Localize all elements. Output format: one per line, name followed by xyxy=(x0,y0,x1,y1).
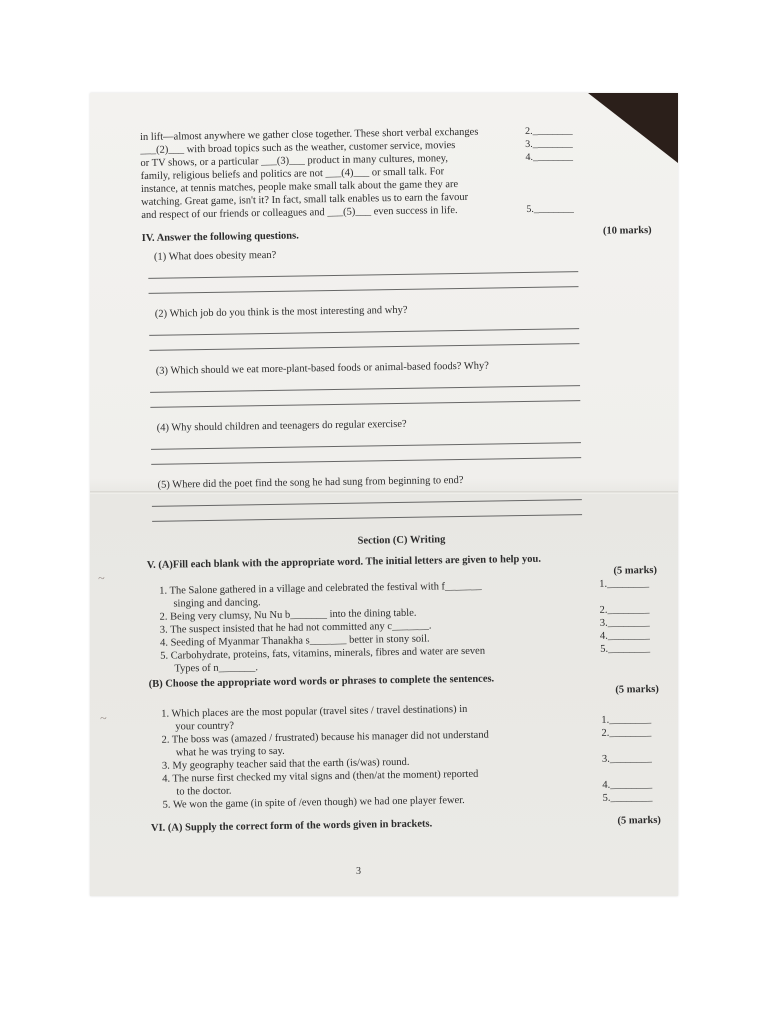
section-title: Section (C) Writing xyxy=(357,534,446,547)
list-item: 1. Which places are the most popular (travel sites / travel destinations) in xyxy=(161,703,468,720)
sectionVI-heading: VI. (A) Supply the correct form of the words given in brackets. xyxy=(150,818,433,834)
partA-heading: V. (A)Fill each blank with the appropriate word. The initial letters are given to help you. xyxy=(146,553,542,571)
sectionVI-marks: (5 marks) xyxy=(617,814,661,827)
list-item: 2. The boss was (amazed / frustrated) because his manager did not understand 2.________ xyxy=(161,727,652,746)
passage-line: watching. Great game, isn't it? In fact, small talk enables us to earn the favour xyxy=(141,191,469,208)
list-item: 4. The nurse first checked my vital signs and (then/at the moment) reported xyxy=(162,768,479,785)
passage-line: in lift—almost anywhere we gather close together. These short verbal exchanges 2.________ xyxy=(140,125,573,143)
pencil-scribble: ~ xyxy=(98,571,105,585)
question: (2) Which job do you think is the most interesting and why? xyxy=(154,304,408,320)
section4-heading: IV. Answer the following questions. xyxy=(141,230,299,244)
passage-line: instance, at tennis matches, people make small talk about the game they are xyxy=(140,179,459,195)
list-item: 5. We won the game (in spite of /even though) we had one player fewer. 5.________ xyxy=(162,792,653,811)
list-item-cont: Types of n_______. xyxy=(174,662,259,675)
section4-marks: (10 marks) xyxy=(602,224,652,237)
list-item-cont: to the doctor. 4.________ xyxy=(176,779,653,798)
passage-line: family, religious beliefs and politics are not ___(4)___ or small talk. For xyxy=(140,166,445,182)
pencil-scribble: ~ xyxy=(100,711,107,725)
passage-block xyxy=(140,123,651,222)
list-item: 3. My geography teacher said that the earth (is/was) round. 3.________ xyxy=(161,753,652,772)
list-item: 5. Carbohydrate, proteins, fats, vitamins, minerals, fibres and water are seven 5.________ xyxy=(160,643,651,662)
list-item-cont: what he was trying to say. xyxy=(175,745,285,759)
exam-paper-sheet xyxy=(90,93,678,896)
question: (5) Where did the poet find the song he had sung from beginning to end? xyxy=(157,474,464,491)
list-item: 4. Seeding of Myanmar Thanakha s_______ better in stony soil. 4.________ xyxy=(159,630,650,649)
question: (4) Why should children and teenagers do regular exercise? xyxy=(156,418,407,434)
list-item: 2. Being very clumsy, Nu Nu b_______ into the dining table. 2.________ xyxy=(159,604,650,623)
partB-marks: (5 marks) xyxy=(615,683,659,696)
passage-line: ___(2)___ with broad topics such as the weather, customer service, movies 3.________ xyxy=(140,138,573,156)
partB-heading: (B) Choose the appropriate word words or phrases to complete the sentences. xyxy=(148,673,495,690)
list-item: 3. The suspect insisted that he had not committed any c_______. 3.________ xyxy=(159,617,650,636)
list-item-cont: singing and dancing. xyxy=(173,597,261,610)
sectionVI-header xyxy=(151,814,661,835)
page-content xyxy=(140,123,661,835)
passage-line: or TV shows, or a particular ___(3)___ product in many cultures, money, 4.________ xyxy=(140,151,574,169)
list-item-cont: your country? 1.________ xyxy=(175,714,652,733)
section4-header xyxy=(142,224,652,245)
list-item: 1. The Salone gathered in a village and celebrated the festival with f_______ 1.________ xyxy=(159,578,650,597)
question: (1) What does obesity mean? xyxy=(153,249,277,263)
passage-line: and respect of our friends or colleagues and ___(5)___ even success in life. 5.________ xyxy=(141,203,574,221)
question: (3) Which should we eat more-plant-based foods or animal-based foods? Why? xyxy=(155,360,490,377)
page-number: 3 xyxy=(356,866,361,877)
partA-marks: (5 marks) xyxy=(613,564,658,577)
